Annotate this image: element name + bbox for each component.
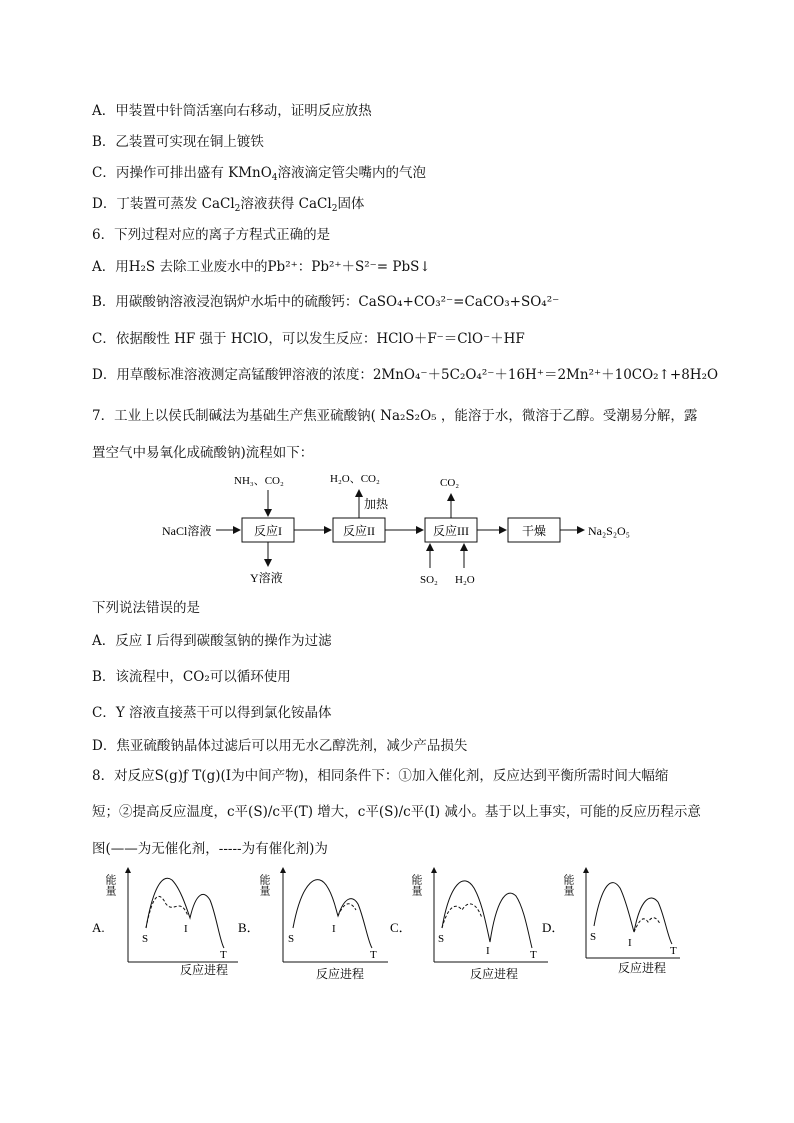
q6-option-b: B．用碳酸钠溶液浸泡锅炉水垢中的硫酸钙：CaSO₄+CO₃²⁻=CaCO₃+SO₄²⁻ (92, 294, 560, 310)
diagram-d (542, 868, 680, 975)
flow-in1-label: NH₃、CO₂ (234, 475, 284, 487)
diagram-c-i: I (486, 945, 490, 957)
diagram-a-uncatalyzed-curve (146, 878, 224, 948)
q5-option-d: D．丁装置可蒸发 CaCl$_2$溶液获得 CaCl$_2$固体 (92, 196, 365, 214)
q7-option-d: D．焦亚硫酸钠晶体过滤后可以用无水乙醇洗剂，减少产品损失 (92, 738, 468, 754)
q6-option-c: C．依据酸性 HF 强于 HClO，可以发生反应：HClO＋F⁻＝ClO⁻＋HF (92, 331, 525, 347)
diagram-b-uncatalyzed-curve (293, 880, 372, 948)
diagram-a-ylabel: 能量 (104, 874, 116, 896)
diagram-d-catalyzed-curve (634, 918, 660, 932)
box-reaction-3-label: 反应III (433, 524, 469, 538)
flow-input-label: NaCl溶液 (162, 524, 212, 538)
diagram-b (238, 868, 388, 981)
diagram-d-xlabel: 反应进程 (618, 961, 667, 975)
diagram-d-uncatalyzed-curve (594, 883, 672, 944)
q6-stem: 6．下列过程对应的离子方程式正确的是 (92, 227, 331, 243)
flow-out2-label: H₂O、CO₂ (330, 473, 380, 485)
diagram-a-i: I (184, 923, 188, 935)
q8-stem-line3: 图(——为无催化剂，-----为有催化剂)为 (92, 841, 328, 857)
q5-option-b: B．乙装置可实现在铜上镀铁 (92, 134, 264, 150)
flow-out1-label: Y溶液 (250, 571, 283, 585)
diagram-c-s: S (438, 933, 445, 945)
diagram-d-s: S (590, 931, 597, 943)
diagram-a (92, 868, 238, 977)
diagram-c-uncatalyzed-curve (442, 881, 532, 948)
diagram-c-t: T (530, 949, 537, 961)
q8-stem-line2: 短；②提高反应温度，c平(S)/c平(T) 增大，c平(S)/c平(I) 减小。基于以上事实，可能的反应历程示意 (92, 804, 701, 820)
q6-option-d: D．用草酸标准溶液测定高锰酸钾溶液的浓度：2MnO₄⁻＋5C₂O₄²⁻＋16H⁺＝2Mn²⁺＋10CO₂↑+8H₂O (92, 367, 719, 383)
diagram-a-label: A. (92, 920, 105, 935)
q5-option-a: A．甲装置中针筒活塞向右移动，证明反应放热 (92, 103, 372, 119)
diagram-a-t: T (220, 949, 227, 961)
diagram-b-s: S (288, 933, 295, 945)
q7-option-c: C．Y 溶液直接蒸干可以得到氯化铵晶体 (92, 705, 332, 721)
diagram-c-xlabel: 反应进程 (470, 967, 519, 981)
diagram-c (390, 868, 548, 981)
diagram-d-t: T (670, 945, 677, 957)
diagram-b-t: T (370, 949, 377, 961)
diagram-b-catalyzed-curve (338, 904, 356, 916)
diagram-c-label: C． (390, 920, 412, 935)
q8-stem-line1: 8．对反应S(g)ƒ T(g)(I为中间产物)，相同条件下：①加入催化剂，反应达到平衡所需时间大幅缩 (92, 768, 669, 784)
q7-stem-line2: 置空气中易氧化成硫酸钠)流程如下： (92, 445, 314, 461)
box-reaction-1-label: 反应I (254, 524, 282, 538)
diagram-a-xlabel: 反应进程 (180, 963, 229, 977)
diagram-d-label: D． (542, 920, 565, 935)
q7-option-a: A．反应 I 后得到碳酸氢钠的操作为过滤 (92, 633, 332, 649)
flow-in3a-label: SO₂ (420, 574, 438, 586)
diagram-b-i: I (332, 923, 336, 935)
diagram-b-xlabel: 反应进程 (316, 967, 365, 981)
q7-option-b: B．该流程中，CO₂可以循环使用 (92, 669, 291, 685)
q5-option-c: C．丙操作可排出盛有 KMnO$_4$溶液滴定管尖嘴内的气泡 (92, 165, 427, 183)
box-reaction-2-label: 反应II (343, 524, 375, 538)
box-dry-label: 干燥 (521, 524, 547, 538)
diagram-d-i: I (628, 937, 632, 949)
q7-ask: 下列说法错误的是 (92, 600, 200, 616)
flow-in3b-label: H₂O (455, 574, 475, 586)
flow-out3-label: CO₂ (440, 477, 460, 489)
q7-flow-diagram (150, 470, 650, 590)
q7-stem-line1: 7．工业上以侯氏制碱法为基础生产焦亚硫酸钠( Na₂S₂O₅ ，能溶于水，微溶于乙醇。受潮易分解，露 (92, 408, 698, 424)
flow-product-label: Na₂S₂O₅ (588, 524, 630, 538)
q6-option-a: A．用H₂S 去除工业废水中的Pb²⁺：Pb²⁺＋S²⁻= PbS↓ (92, 259, 431, 275)
diagram-c-catalyzed-curve (442, 904, 482, 928)
diagram-b-label: B． (238, 920, 260, 935)
q8-energy-diagrams (88, 862, 708, 982)
diagram-a-s: S (142, 933, 149, 945)
diagram-c-ylabel: 能量 (410, 874, 422, 896)
diagram-b-ylabel: 能量 (258, 874, 270, 896)
diagram-d-ylabel: 能量 (562, 874, 574, 896)
flow-heat-label: 加热 (364, 497, 389, 511)
